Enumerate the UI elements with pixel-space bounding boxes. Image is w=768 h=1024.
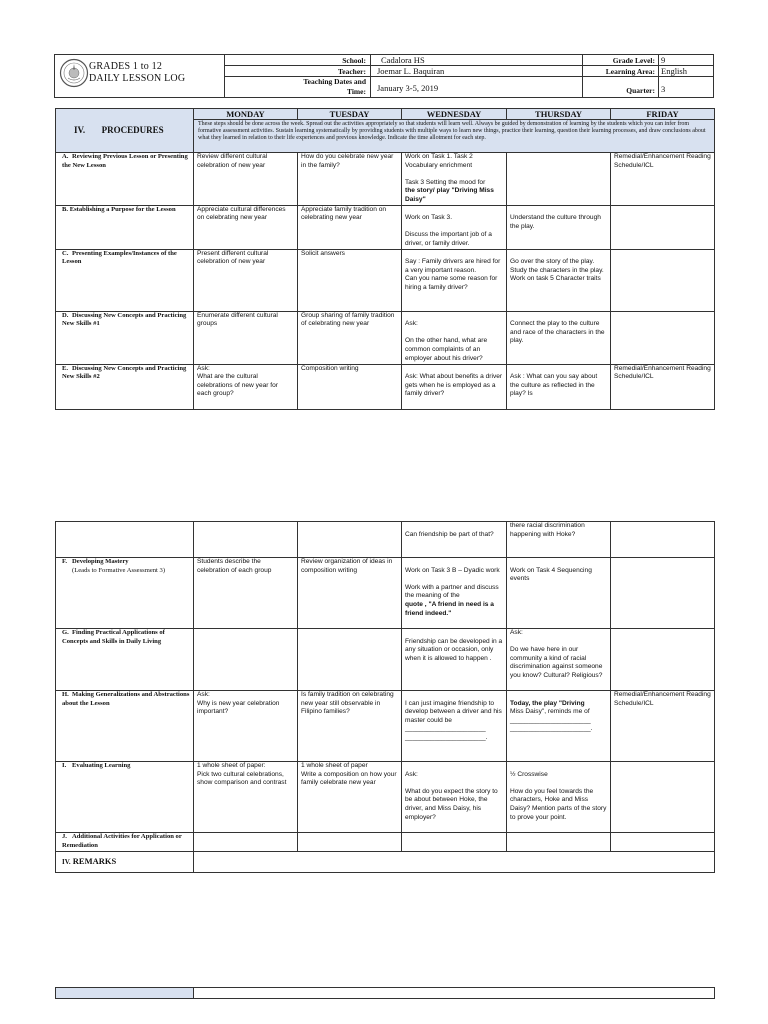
table-row-remarks: [56, 852, 715, 873]
cell-i-wednesday: Ask: What do you expect the story to be about between Hoke, the driver, and Miss Daisy, his employer?: [402, 762, 507, 833]
cell-g-wednesday: Friendship can be developed in a any situation or occasion, only when it is allowed to happen .: [402, 629, 507, 691]
teacher-value-cell: [371, 66, 583, 77]
cell-b-thursday: Understand the culture through the play.: [507, 205, 611, 249]
row-number: C.: [62, 249, 69, 257]
quarter-value-cell: [659, 77, 713, 97]
row-label-text: Establishing a Purpose for the Lesson: [69, 205, 176, 213]
cell-f-thursday: Work on Task 4 Sequencing events: [507, 558, 611, 629]
cell-a-wednesday-text: Work on Task 1. Task 2 Vocabulary enrichment Task 3 Setting the mood for: [405, 153, 486, 186]
row-number: G.: [62, 629, 69, 636]
cell-cont-tuesday: [298, 522, 402, 558]
row-label-a: [56, 153, 194, 206]
area-label-cell: [583, 66, 659, 77]
cell-f-wednesday: [402, 558, 507, 629]
teacher-label-cell: [225, 66, 371, 77]
cell-c-monday: Present different cultural celebration of new year: [194, 249, 298, 311]
cell-f-tuesday: Review organization of ideas in composition writing: [298, 558, 402, 629]
cell-g-tuesday: [298, 629, 402, 691]
cell-h-tuesday: Is family tradition on celebrating new year still observable in Filipino families?: [298, 691, 402, 762]
logo-title-dll: DAILY LESSON LOG: [89, 73, 186, 84]
procedures-table-page1: [55, 108, 715, 410]
lesson-log-header: [54, 54, 714, 98]
grade-label-cell: [583, 55, 659, 66]
cell-f-wednesday-bold: quote , "A friend in need is a friend indeed.": [405, 600, 494, 617]
row-number: J.: [62, 833, 67, 840]
cell-d-wednesday: Ask: On the other hand, what are common complaints of an employer about his driver?: [402, 311, 507, 364]
area-value: English: [661, 66, 687, 76]
logo-cell: [55, 55, 225, 97]
cell-j-friday: [611, 833, 715, 852]
continuation-label-cell: [56, 522, 194, 558]
cell-j-thursday: [507, 833, 611, 852]
row-label-b: [56, 205, 194, 249]
remarks-numeral: IV.: [62, 858, 71, 867]
quarter-value: 3: [661, 84, 666, 94]
row-label-d: [56, 311, 194, 364]
table-row-b: [56, 205, 715, 249]
table-row-continuation: [56, 522, 715, 558]
row-label-f: [56, 558, 194, 629]
remarks-label-cell: [56, 852, 194, 873]
cell-c-wednesday: Say : Family drivers are hired for a very important reason. Can you name some reason for hiring a family driver?: [402, 249, 507, 311]
row-number: I.: [62, 762, 67, 769]
school-value-cell: [371, 55, 583, 66]
cell-f-friday: [611, 558, 715, 629]
logo-title-grades: GRADES 1 to 12: [89, 61, 163, 72]
cell-i-monday: 1 whole sheet of paper: Pick two cultural celebrations, show comparison and contrast: [194, 762, 298, 833]
cell-i-thursday: ½ Crosswise How do you feel towards the characters, Hoke and Miss Daisy? Mention parts of the story to prove your point.: [507, 762, 611, 833]
teacher-label: Teacher:: [337, 67, 366, 76]
table-row-h: [56, 691, 715, 762]
cell-a-wednesday: [402, 153, 507, 206]
table-row-a: [56, 153, 715, 206]
day-header-wednesday: WEDNESDAY: [402, 109, 507, 120]
day-header-tuesday: TUESDAY: [298, 109, 402, 120]
dates-label-2: Time:: [346, 87, 366, 96]
row-label-j: [56, 833, 194, 852]
remarks-title: REMARKS: [72, 856, 117, 867]
row-number: F.: [62, 558, 68, 565]
grade-value: 9: [661, 55, 666, 65]
cell-b-tuesday: Appreciate family tradition on celebrating new year: [298, 205, 402, 249]
cell-j-wednesday: [402, 833, 507, 852]
cell-b-friday: [611, 205, 715, 249]
day-header-monday: MONDAY: [194, 109, 298, 120]
cell-b-monday: Appreciate cultural differences on celebrating new year: [194, 205, 298, 249]
quarter-label: Quarter:: [626, 86, 655, 95]
cell-e-tuesday: Composition writing: [298, 364, 402, 409]
cell-h-thursday-bold: Today, the play "Driving: [510, 699, 585, 707]
row-label-text: Making Generalizations and Abstractions about the Lesson: [62, 691, 190, 707]
procedures-table-page2: [55, 521, 715, 873]
cell-f-monday: Students describe the celebration of each group: [194, 558, 298, 629]
cell-d-monday: Enumerate different cultural groups: [194, 311, 298, 364]
deped-seal-icon: [59, 58, 89, 88]
row-label-text: Finding Practical Applications of Concepts and Skills in Daily Living: [62, 629, 165, 645]
row-label-e: [56, 364, 194, 409]
cell-a-monday: Review different cultural celebration of new year: [194, 153, 298, 206]
cell-cont-thursday: there racial discrimination happening with Hoke?: [507, 522, 611, 558]
table-row-i: [56, 762, 715, 833]
table-row-c: [56, 249, 715, 311]
table-row-j: [56, 833, 715, 852]
quarter-label-cell: [583, 77, 659, 97]
cell-c-thursday: Go over the story of the play. Study the characters in the play. Work on task 5 Character traits: [507, 249, 611, 311]
row-label-h: [56, 691, 194, 762]
table-row-g: [56, 629, 715, 691]
school-label-cell: [225, 55, 371, 66]
cell-h-thursday: [507, 691, 611, 762]
row-label-g: [56, 629, 194, 691]
row-label-text: Evaluating Learning: [72, 762, 131, 769]
cell-d-friday: [611, 311, 715, 364]
row-number: D.: [62, 311, 69, 319]
remarks-content[interactable]: [194, 852, 715, 873]
procedures-heading-cell: [56, 109, 194, 153]
grade-label: Grade Level:: [612, 56, 655, 65]
row-label-c: [56, 249, 194, 311]
grade-value-cell: [659, 55, 713, 66]
cell-j-monday: [194, 833, 298, 852]
cell-a-wednesday-bold: the story/ play "Driving Miss Daisy": [405, 187, 494, 203]
row-number: E.: [62, 364, 69, 372]
cell-i-friday: [611, 762, 715, 833]
procedures-title: PROCEDURES: [101, 125, 164, 136]
cell-cont-wednesday: Can friendship be part of that?: [402, 522, 507, 558]
cell-a-tuesday: How do you celebrate new year in the family?: [298, 153, 402, 206]
row-label-i: [56, 762, 194, 833]
page3-content-cell: [194, 988, 715, 999]
row-number: A.: [62, 153, 69, 160]
cell-e-friday: Remedial/Enhancement Reading Schedule/ICL: [611, 364, 715, 409]
cell-h-thursday-text: Miss Daisy", reminds me of ______________________ ______________________.: [510, 708, 593, 733]
cell-e-thursday: Ask : What can you say about the culture as reflected in the play? Is: [507, 364, 611, 409]
cell-h-monday: Ask: Why is new year celebration important?: [194, 691, 298, 762]
table-row-d: [56, 311, 715, 364]
cell-j-tuesday: [298, 833, 402, 852]
cell-cont-monday: [194, 522, 298, 558]
cell-cont-friday: [611, 522, 715, 558]
cell-b-wednesday: Work on Task 3. Discuss the important job of a driver, or family driver.: [402, 205, 507, 249]
cell-d-tuesday: Group sharing of family tradition of celebrating new year: [298, 311, 402, 364]
cell-d-thursday: Connect the play to the culture and race of the characters in the play.: [507, 311, 611, 364]
row-label-text: Developing Mastery: [72, 558, 129, 565]
cell-c-tuesday: Solicit answers: [298, 249, 402, 311]
cell-a-friday: Remedial/Enhancement Reading Schedule/ICL: [611, 153, 715, 206]
cell-c-friday: [611, 249, 715, 311]
dates-label-1: Teaching Dates and: [303, 77, 366, 86]
row-label-text: Presenting Examples/Instances of the Lesson: [62, 249, 177, 266]
procedures-table-page3: [55, 987, 715, 999]
row-number: B.: [62, 205, 69, 213]
cell-g-friday: [611, 629, 715, 691]
procedures-description: These steps should be done across the week. Spread out the activities appropriately so that students will learn well. Always be guided by demonstration of learning by the students which you can infer from formative assessment activities. Sustain learning systematically by providing students with multiple ways to learn new things, practice their learning, question their learning processes, and draw conclusions about what they learned in relation to their life experiences and previous knowledge. Indicate the time allotment for each step.: [194, 120, 715, 153]
cell-e-wednesday: Ask: What about benefits a driver gets when he is employed as a family driver?: [402, 364, 507, 409]
row-label-text: Additional Activities for Application or Remediation: [62, 833, 182, 849]
cell-i-tuesday: 1 whole sheet of paper Write a composition on how your family celebrate new year: [298, 762, 402, 833]
day-header-thursday: THURSDAY: [507, 109, 611, 120]
dates-label-cell: [225, 77, 371, 97]
area-label: Learning Area:: [605, 67, 655, 76]
procedures-numeral: IV.: [74, 125, 86, 136]
page3-label-cell: [56, 988, 194, 999]
dates-value-cell: [371, 77, 583, 97]
row-label-text: Reviewing Previous Lesson or Presenting the New Lesson: [62, 153, 188, 169]
table-row-f: [56, 558, 715, 629]
cell-f-wednesday-text: Work on Task 3 B – Dyadic work Work with a partner and discuss the meaning of the: [405, 566, 500, 600]
row-label-sub: (Leads to Formative Assessment 3): [72, 566, 166, 574]
cell-a-thursday: [507, 153, 611, 206]
school-value: Cadalora HS: [381, 55, 425, 65]
dates-value: January 3-5, 2019: [377, 83, 439, 93]
row-number: H.: [62, 691, 69, 698]
row-label-text: Discussing New Concepts and Practicing New Skills #2: [62, 364, 187, 381]
cell-e-monday: Ask: What are the cultural celebrations of new year for each group?: [194, 364, 298, 409]
cell-g-monday: [194, 629, 298, 691]
cell-h-wednesday: I can just imagine friendship to develop between a driver and his master could be ______________________ ______________________.: [402, 691, 507, 762]
cell-g-thursday: Ask: Do we have here in our community a kind of racial discrimination against someone you know? Cultural? Religious?: [507, 629, 611, 691]
table-row-e: [56, 364, 715, 409]
teacher-value: Joemar L. Baquiran: [377, 66, 445, 76]
cell-h-friday: Remedial/Enhancement Reading Schedule/ICL: [611, 691, 715, 762]
row-label-text: Discussing New Concepts and Practicing New Skills #1: [62, 311, 187, 328]
school-label: School:: [342, 56, 366, 65]
day-header-friday: FRIDAY: [611, 109, 715, 120]
area-value-cell: [659, 66, 713, 77]
